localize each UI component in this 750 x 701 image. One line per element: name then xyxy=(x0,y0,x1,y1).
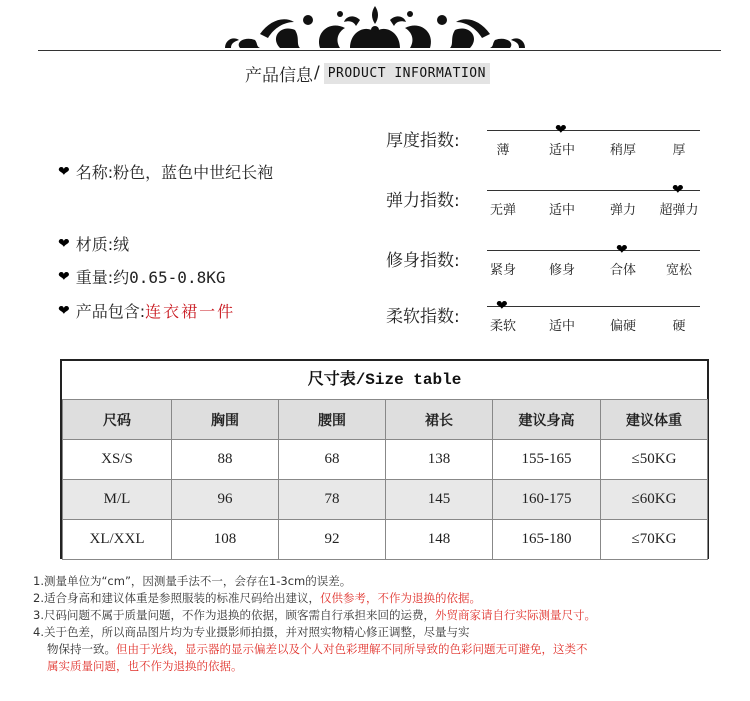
index-option: 合体 xyxy=(609,263,636,278)
note-3 xyxy=(33,607,743,624)
table-cell: 68 xyxy=(279,440,386,480)
note-4-red-end: 属实质量问题，也不作为退换的依据。 xyxy=(47,659,243,673)
info-package-label: 产品包含: xyxy=(75,302,146,321)
heart-icon: ❤ xyxy=(58,163,70,180)
header-divider xyxy=(38,50,721,51)
note-4-end xyxy=(33,658,743,675)
col-header-length: 裙长 xyxy=(386,400,493,440)
table-cell: ≤60KG xyxy=(601,480,708,520)
title-slash: / xyxy=(314,63,320,83)
info-name-label: 名称: xyxy=(75,163,114,182)
index-option: 柔软 xyxy=(489,319,516,334)
index-scale-line xyxy=(487,250,700,251)
page-title xyxy=(245,60,490,86)
index-option: 适中 xyxy=(548,203,575,218)
index-option: 紧身 xyxy=(489,263,516,278)
info-material-label: 材质: xyxy=(75,235,114,254)
heart-icon: ❤ xyxy=(672,182,684,198)
table-cell: 92 xyxy=(279,520,386,560)
index-label: 柔软指数: xyxy=(386,307,460,327)
title-cn: 产品信息 xyxy=(245,65,313,86)
col-header-bust: 胸围 xyxy=(172,400,279,440)
size-header-row xyxy=(63,400,708,440)
note-2-text: 2.适合身高和建议体重是参照服装的标准尺码给出建议， xyxy=(33,591,320,605)
size-table xyxy=(60,359,709,559)
notes xyxy=(33,573,743,675)
table-cell: 165-180 xyxy=(493,520,601,560)
info-weight-value: 约0.65-0.8KG xyxy=(113,268,226,287)
note-2 xyxy=(33,590,743,607)
table-cell: 108 xyxy=(172,520,279,560)
note-4 xyxy=(33,624,743,641)
index-label: 修身指数: xyxy=(386,251,460,271)
table-cell: 78 xyxy=(279,480,386,520)
note-2-red: 仅供参考，不作为退换的依据。 xyxy=(319,591,481,605)
heart-icon: ❤ xyxy=(58,268,70,285)
table-cell: 145 xyxy=(386,480,493,520)
index-label: 厚度指数: xyxy=(386,131,460,151)
table-cell: XL/XXL xyxy=(63,520,172,560)
table-cell: 88 xyxy=(172,440,279,480)
table-cell: M/L xyxy=(63,480,172,520)
info-weight-label: 重量: xyxy=(75,268,114,287)
index-option: 厚 xyxy=(672,143,686,158)
table-cell: 148 xyxy=(386,520,493,560)
info-material-row xyxy=(58,232,129,255)
info-package-value: 连衣裙一件 xyxy=(145,302,236,321)
col-header-height: 建议身高 xyxy=(493,400,601,440)
heart-icon: ❤ xyxy=(496,298,508,314)
note-3-text: 3.尺码问题不属于质量问题，不作为退换的依据，顾客需自行承担来回的运费， xyxy=(33,608,435,622)
note-4b-text: 物保持一致。 xyxy=(47,642,116,656)
table-cell: 160-175 xyxy=(493,480,601,520)
index-scale-line xyxy=(487,306,700,307)
col-header-weight: 建议体重 xyxy=(601,400,708,440)
table-cell: 96 xyxy=(172,480,279,520)
note-4-red: 但由于光线，显示器的显示偏差以及个人对色彩理解不同所导致的色彩问题无可避免，这类不 xyxy=(116,642,588,656)
index-option: 弹力 xyxy=(609,203,636,218)
index-scale-line xyxy=(487,190,700,191)
index-label: 弹力指数: xyxy=(386,191,460,211)
info-material-value: 绒 xyxy=(113,235,130,254)
table-row xyxy=(63,440,708,480)
note-4-cont xyxy=(33,641,743,658)
index-option: 宽松 xyxy=(665,263,692,278)
title-en: PRODUCT INFORMATION xyxy=(324,63,490,84)
info-weight-row xyxy=(58,265,225,288)
info-name-row xyxy=(58,160,273,183)
floral-ornament-icon xyxy=(200,2,550,52)
index-scale-line xyxy=(487,130,700,131)
size-grid xyxy=(62,399,708,560)
size-table-title: 尺寸表/Size table xyxy=(307,371,462,389)
note-4-text: 4.关于色差，所以商品图片均为专业摄影师拍摄，并对照实物精心修正调整，尽量与实 xyxy=(33,625,470,639)
heart-icon: ❤ xyxy=(616,242,628,258)
table-row xyxy=(63,480,708,520)
index-option: 偏硬 xyxy=(609,319,636,334)
info-package-row xyxy=(58,299,235,322)
index-option: 修身 xyxy=(548,263,575,278)
index-option: 无弹 xyxy=(489,203,516,218)
note-3-red: 外贸商家请自行实际测量尺寸。 xyxy=(434,608,596,622)
col-header-size: 尺码 xyxy=(63,400,172,440)
table-cell: ≤50KG xyxy=(601,440,708,480)
note-1-text: 1.测量单位为“cm”，因测量手法不一，会存在1-3cm的误差。 xyxy=(33,574,352,588)
table-cell: ≤70KG xyxy=(601,520,708,560)
index-option: 硬 xyxy=(672,319,686,334)
heart-icon: ❤ xyxy=(58,302,70,319)
info-name-value: 粉色，蓝色中世纪长袍 xyxy=(113,163,274,182)
table-cell: 138 xyxy=(386,440,493,480)
index-option: 超弹力 xyxy=(659,203,699,218)
index-option: 薄 xyxy=(496,143,510,158)
heart-icon: ❤ xyxy=(58,235,70,252)
table-cell: 155-165 xyxy=(493,440,601,480)
heart-icon: ❤ xyxy=(555,122,567,138)
col-header-waist: 腰围 xyxy=(279,400,386,440)
note-1 xyxy=(33,573,743,590)
index-option: 适中 xyxy=(548,319,575,334)
table-cell: XS/S xyxy=(63,440,172,480)
index-option: 适中 xyxy=(548,143,575,158)
index-option: 稍厚 xyxy=(609,143,636,158)
table-row xyxy=(63,520,708,560)
